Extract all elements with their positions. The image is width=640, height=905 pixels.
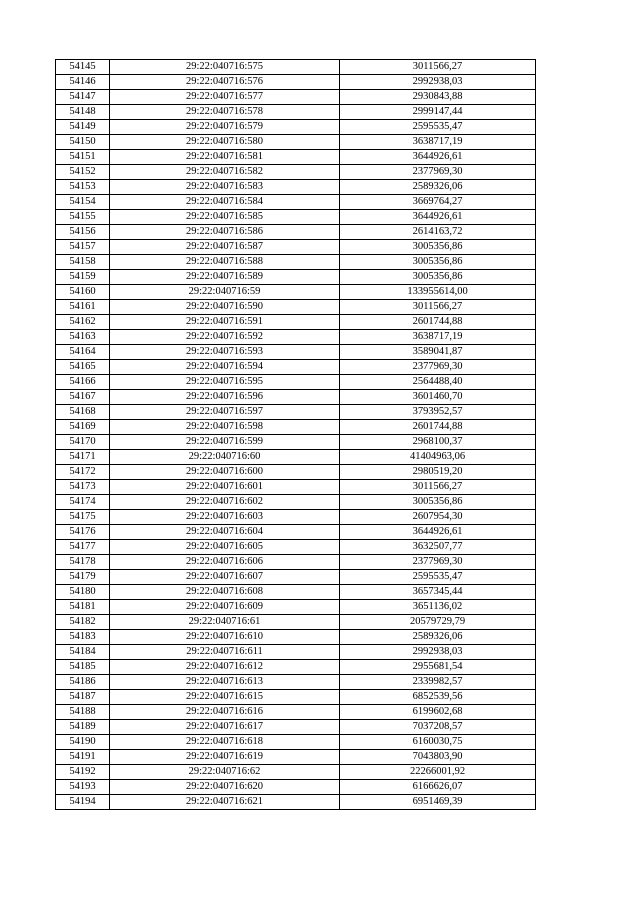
cadastral-number-cell: 29:22:040716:602: [110, 495, 340, 510]
row-number-cell: 54171: [56, 450, 110, 465]
table-row: [56, 360, 536, 375]
row-number-cell: 54188: [56, 705, 110, 720]
table-row: [56, 240, 536, 255]
cadastral-number-cell: 29:22:040716:596: [110, 390, 340, 405]
table-row: [56, 300, 536, 315]
cadastral-value-cell: 2377969,30: [340, 165, 536, 180]
table-row: [56, 570, 536, 585]
cadastral-value-cell: 6199602,68: [340, 705, 536, 720]
cadastral-value-cell: 2601744,88: [340, 420, 536, 435]
table-row: [56, 705, 536, 720]
row-number-cell: 54166: [56, 375, 110, 390]
cadastral-number-cell: 29:22:040716:616: [110, 705, 340, 720]
row-number-cell: 54187: [56, 690, 110, 705]
cadastral-value-cell: 2589326,06: [340, 180, 536, 195]
table-row: [56, 645, 536, 660]
row-number-cell: 54176: [56, 525, 110, 540]
row-number-cell: 54174: [56, 495, 110, 510]
cadastral-value-cell: 2377969,30: [340, 360, 536, 375]
table-row: [56, 450, 536, 465]
cadastral-number-cell: 29:22:040716:575: [110, 60, 340, 75]
table-row: [56, 720, 536, 735]
row-number-cell: 54163: [56, 330, 110, 345]
cadastral-value-cell: 2377969,30: [340, 555, 536, 570]
cadastral-number-cell: 29:22:040716:59: [110, 285, 340, 300]
cadastral-number-cell: 29:22:040716:594: [110, 360, 340, 375]
cadastral-value-cell: 2955681,54: [340, 660, 536, 675]
cadastral-value-cell: 3651136,02: [340, 600, 536, 615]
cadastral-value-cell: 3669764,27: [340, 195, 536, 210]
table-row: [56, 285, 536, 300]
table-row: [56, 630, 536, 645]
cadastral-value-cell: 22266001,92: [340, 765, 536, 780]
cadastral-number-cell: 29:22:040716:583: [110, 180, 340, 195]
cadastral-value-cell: 3011566,27: [340, 480, 536, 495]
table-row: [56, 60, 536, 75]
cadastral-value-cell: 3589041,87: [340, 345, 536, 360]
table-row: [56, 135, 536, 150]
row-number-cell: 54145: [56, 60, 110, 75]
row-number-cell: 54153: [56, 180, 110, 195]
cadastral-value-cell: 3011566,27: [340, 300, 536, 315]
cadastral-number-cell: 29:22:040716:611: [110, 645, 340, 660]
table-row: [56, 510, 536, 525]
cadastral-value-cell: 41404963,06: [340, 450, 536, 465]
cadastral-number-cell: 29:22:040716:605: [110, 540, 340, 555]
table-row: [56, 555, 536, 570]
cadastral-value-cell: 3638717,19: [340, 330, 536, 345]
row-number-cell: 54169: [56, 420, 110, 435]
cadastral-number-cell: 29:22:040716:617: [110, 720, 340, 735]
cadastral-number-cell: 29:22:040716:610: [110, 630, 340, 645]
cadastral-number-cell: 29:22:040716:589: [110, 270, 340, 285]
table-row: [56, 480, 536, 495]
table-body: [56, 60, 536, 810]
table-row: [56, 600, 536, 615]
row-number-cell: 54168: [56, 405, 110, 420]
table-row: [56, 435, 536, 450]
cadastral-number-cell: 29:22:040716:618: [110, 735, 340, 750]
cadastral-number-cell: 29:22:040716:62: [110, 765, 340, 780]
row-number-cell: 54178: [56, 555, 110, 570]
cadastral-value-cell: 3638717,19: [340, 135, 536, 150]
cadastral-number-cell: 29:22:040716:597: [110, 405, 340, 420]
row-number-cell: 54167: [56, 390, 110, 405]
cadastral-value-cell: 3005356,86: [340, 495, 536, 510]
row-number-cell: 54159: [56, 270, 110, 285]
table-row: [56, 525, 536, 540]
row-number-cell: 54162: [56, 315, 110, 330]
row-number-cell: 54149: [56, 120, 110, 135]
cadastral-value-cell: 2980519,20: [340, 465, 536, 480]
row-number-cell: 54173: [56, 480, 110, 495]
cadastral-value-cell: 2607954,30: [340, 510, 536, 525]
row-number-cell: 54165: [56, 360, 110, 375]
cadastral-value-cell: 2564488,40: [340, 375, 536, 390]
cadastral-number-cell: 29:22:040716:621: [110, 795, 340, 810]
cadastral-value-cell: 2589326,06: [340, 630, 536, 645]
row-number-cell: 54151: [56, 150, 110, 165]
cadastral-value-cell: 3011566,27: [340, 60, 536, 75]
row-number-cell: 54183: [56, 630, 110, 645]
table-row: [56, 660, 536, 675]
row-number-cell: 54146: [56, 75, 110, 90]
row-number-cell: 54181: [56, 600, 110, 615]
cadastral-number-cell: 29:22:040716:601: [110, 480, 340, 495]
cadastral-number-cell: 29:22:040716:584: [110, 195, 340, 210]
row-number-cell: 54180: [56, 585, 110, 600]
row-number-cell: 54172: [56, 465, 110, 480]
table-row: [56, 615, 536, 630]
table-row: [56, 180, 536, 195]
cadastral-number-cell: 29:22:040716:595: [110, 375, 340, 390]
row-number-cell: 54156: [56, 225, 110, 240]
cadastral-number-cell: 29:22:040716:576: [110, 75, 340, 90]
table-row: [56, 120, 536, 135]
row-number-cell: 54177: [56, 540, 110, 555]
cadastral-number-cell: 29:22:040716:579: [110, 120, 340, 135]
table-row: [56, 270, 536, 285]
table-row: [56, 675, 536, 690]
table-row: [56, 420, 536, 435]
cadastral-number-cell: 29:22:040716:620: [110, 780, 340, 795]
cadastral-value-cell: 2614163,72: [340, 225, 536, 240]
cadastral-value-cell: 6166626,07: [340, 780, 536, 795]
table-row: [56, 495, 536, 510]
cadastral-value-cell: 3644926,61: [340, 210, 536, 225]
cadastral-value-cell: 20579729,79: [340, 615, 536, 630]
table-row: [56, 225, 536, 240]
row-number-cell: 54193: [56, 780, 110, 795]
row-number-cell: 54154: [56, 195, 110, 210]
row-number-cell: 54184: [56, 645, 110, 660]
cadastral-number-cell: 29:22:040716:619: [110, 750, 340, 765]
row-number-cell: 54190: [56, 735, 110, 750]
table-row: [56, 375, 536, 390]
cadastral-number-cell: 29:22:040716:587: [110, 240, 340, 255]
cadastral-number-cell: 29:22:040716:60: [110, 450, 340, 465]
table-row: [56, 195, 536, 210]
row-number-cell: 54147: [56, 90, 110, 105]
cadastral-number-cell: 29:22:040716:608: [110, 585, 340, 600]
cadastral-number-cell: 29:22:040716:603: [110, 510, 340, 525]
row-number-cell: 54185: [56, 660, 110, 675]
table-row: [56, 795, 536, 810]
cadastral-number-cell: 29:22:040716:581: [110, 150, 340, 165]
row-number-cell: 54192: [56, 765, 110, 780]
table-row: [56, 405, 536, 420]
cadastral-number-cell: 29:22:040716:609: [110, 600, 340, 615]
cadastral-number-cell: 29:22:040716:612: [110, 660, 340, 675]
cadastral-number-cell: 29:22:040716:598: [110, 420, 340, 435]
cadastral-number-cell: 29:22:040716:591: [110, 315, 340, 330]
table-row: [56, 345, 536, 360]
table-row: [56, 330, 536, 345]
cadastral-number-cell: 29:22:040716:615: [110, 690, 340, 705]
table-row: [56, 750, 536, 765]
row-number-cell: 54179: [56, 570, 110, 585]
cadastral-value-cell: 3005356,86: [340, 240, 536, 255]
table-row: [56, 690, 536, 705]
table-row: [56, 315, 536, 330]
cadastral-number-cell: 29:22:040716:600: [110, 465, 340, 480]
cadastral-number-cell: 29:22:040716:586: [110, 225, 340, 240]
cadastral-number-cell: 29:22:040716:590: [110, 300, 340, 315]
cadastral-value-cell: 2595535,47: [340, 120, 536, 135]
cadastral-number-cell: 29:22:040716:578: [110, 105, 340, 120]
row-number-cell: 54186: [56, 675, 110, 690]
cadastral-number-cell: 29:22:040716:582: [110, 165, 340, 180]
table-row: [56, 105, 536, 120]
cadastral-value-cell: 2999147,44: [340, 105, 536, 120]
table-row: [56, 390, 536, 405]
cadastral-value-cell: 3644926,61: [340, 525, 536, 540]
row-number-cell: 54160: [56, 285, 110, 300]
cadastral-value-cell: 2595535,47: [340, 570, 536, 585]
row-number-cell: 54189: [56, 720, 110, 735]
table-row: [56, 150, 536, 165]
row-number-cell: 54164: [56, 345, 110, 360]
row-number-cell: 54158: [56, 255, 110, 270]
cadastral-value-cell: 2968100,37: [340, 435, 536, 450]
cadastral-value-cell: 2992938,03: [340, 75, 536, 90]
cadastral-value-cell: 6852539,56: [340, 690, 536, 705]
cadastral-number-cell: 29:22:040716:607: [110, 570, 340, 585]
table-row: [56, 75, 536, 90]
cadastral-number-cell: 29:22:040716:577: [110, 90, 340, 105]
cadastral-value-cell: 2601744,88: [340, 315, 536, 330]
row-number-cell: 54182: [56, 615, 110, 630]
cadastral-value-table: [55, 59, 536, 810]
cadastral-number-cell: 29:22:040716:606: [110, 555, 340, 570]
table-row: [56, 765, 536, 780]
row-number-cell: 54152: [56, 165, 110, 180]
cadastral-number-cell: 29:22:040716:593: [110, 345, 340, 360]
row-number-cell: 54157: [56, 240, 110, 255]
cadastral-value-cell: 7037208,57: [340, 720, 536, 735]
cadastral-value-cell: 3644926,61: [340, 150, 536, 165]
cadastral-value-cell: 3005356,86: [340, 270, 536, 285]
cadastral-value-cell: 2930843,88: [340, 90, 536, 105]
row-number-cell: 54191: [56, 750, 110, 765]
row-number-cell: 54161: [56, 300, 110, 315]
cadastral-value-cell: 7043803,90: [340, 750, 536, 765]
cadastral-value-cell: 6160030,75: [340, 735, 536, 750]
cadastral-number-cell: 29:22:040716:585: [110, 210, 340, 225]
cadastral-number-cell: 29:22:040716:599: [110, 435, 340, 450]
cadastral-number-cell: 29:22:040716:613: [110, 675, 340, 690]
cadastral-number-cell: 29:22:040716:588: [110, 255, 340, 270]
row-number-cell: 54170: [56, 435, 110, 450]
table-row: [56, 210, 536, 225]
cadastral-value-cell: 3632507,77: [340, 540, 536, 555]
cadastral-number-cell: 29:22:040716:592: [110, 330, 340, 345]
row-number-cell: 54150: [56, 135, 110, 150]
table-row: [56, 90, 536, 105]
cadastral-value-cell: 2992938,03: [340, 645, 536, 660]
cadastral-value-cell: 3005356,86: [340, 255, 536, 270]
cadastral-number-cell: 29:22:040716:580: [110, 135, 340, 150]
row-number-cell: 54148: [56, 105, 110, 120]
cadastral-value-cell: 3657345,44: [340, 585, 536, 600]
table-row: [56, 465, 536, 480]
cadastral-number-cell: 29:22:040716:61: [110, 615, 340, 630]
table-row: [56, 165, 536, 180]
table-row: [56, 780, 536, 795]
cadastral-value-cell: 2339982,57: [340, 675, 536, 690]
row-number-cell: 54155: [56, 210, 110, 225]
table-row: [56, 585, 536, 600]
table-row: [56, 255, 536, 270]
cadastral-number-cell: 29:22:040716:604: [110, 525, 340, 540]
table-row: [56, 735, 536, 750]
cadastral-value-cell: 133955614,00: [340, 285, 536, 300]
row-number-cell: 54175: [56, 510, 110, 525]
cadastral-value-cell: 3601460,70: [340, 390, 536, 405]
cadastral-value-cell: 3793952,57: [340, 405, 536, 420]
row-number-cell: 54194: [56, 795, 110, 810]
cadastral-value-cell: 6951469,39: [340, 795, 536, 810]
table-row: [56, 540, 536, 555]
